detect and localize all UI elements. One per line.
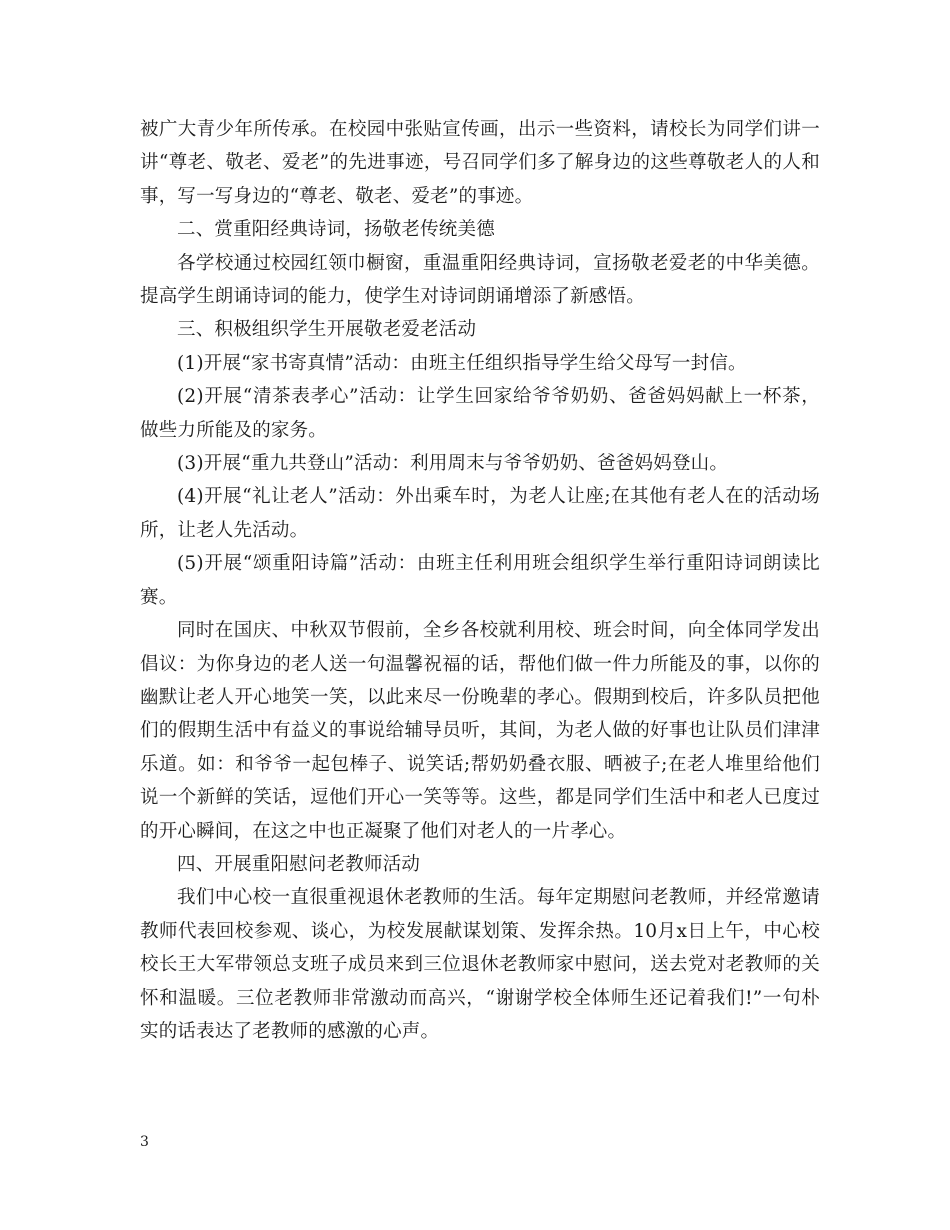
document-body bbox=[140, 113, 820, 1048]
section-heading-4: 四、开展重阳慰问老教师活动 bbox=[177, 853, 421, 875]
paragraph-retired-teachers: 我们中心校一直很重视退休老教师的生活。每年定期慰问老教师，并经常邀请教师代表回校参观、谈心，为校发展献谋划策、发挥余热。10月x日上午，中心校校长王大军带领总支班子成员来到三位退休老教师家中慰问，送去党对老教师的关怀和温暖。三位老教师非常激动而高兴，“谢谢学校全体师生还记着我们!”一句朴实的话表达了老教师的感激的心声。 bbox=[140, 887, 820, 1042]
list-item-activity-2: (2)开展“清茶表孝心”活动：让学生回家给爷爷奶奶、爸爸妈妈献上一杯茶，做些力所能及的家务。 bbox=[140, 386, 820, 441]
section-heading-3: 三、积极组织学生开展敬老爱老活动 bbox=[177, 319, 477, 341]
paragraph-intro-continuation: 被广大青少年所传承。在校园中张贴宣传画，出示一些资料，请校长为同学们讲一讲“尊老、敬老、爱老”的先进事迹，号召同学们多了解身边的这些尊敬老人的人和事，写一写身边的“尊老、敬老、爱老”的事迹。 bbox=[140, 119, 820, 207]
paragraph-holiday-initiative: 同时在国庆、中秋双节假前，全乡各校就利用校、班会时间，向全体同学发出倡议：为你身边的老人送一句温馨祝福的话，帮他们做一件力所能及的事，以你的幽默让老人开心地笑一笑，以此来尽一份晚辈的孝心。假期到校后，许多队员把他们的假期生活中有益义的事说给辅导员听，其间，为老人做的好事也让队员们津津乐道。如：和爷爷一起包棒子、说笑话;帮奶奶叠衣服、晒被子;在老人堆里给他们说一个新鲜的笑话，逗他们开心一笑等等。这些，都是同学们生活中和老人已度过的开心瞬间，在这之中也正凝聚了他们对老人的一片孝心。 bbox=[140, 620, 820, 842]
list-item-activity-5: (5)开展“颂重阳诗篇”活动：由班主任利用班会组织学生举行重阳诗词朗读比赛。 bbox=[140, 553, 820, 608]
section-heading-2: 二、赏重阳经典诗词，扬敬老传统美德 bbox=[177, 219, 495, 241]
page-number: 3 bbox=[140, 1134, 149, 1150]
list-item-activity-1: (1)开展“家书寄真情”活动：由班主任组织指导学生给父母写一封信。 bbox=[177, 352, 747, 374]
paragraph-poetry: 各学校通过校园红领巾橱窗，重温重阳经典诗词，宣扬敬老爱老的中华美德。提高学生朗诵诗词的能力，使学生对诗词朗诵增添了新感悟。 bbox=[140, 252, 820, 308]
list-item-activity-4: (4)开展“礼让老人”活动：外出乘车时，为老人让座;在其他有老人在的活动场所，让老人先活动。 bbox=[140, 486, 820, 541]
list-item-activity-3: (3)开展“重九共登山”活动：利用周末与爷爷奶奶、爸爸妈妈登山。 bbox=[177, 453, 729, 475]
